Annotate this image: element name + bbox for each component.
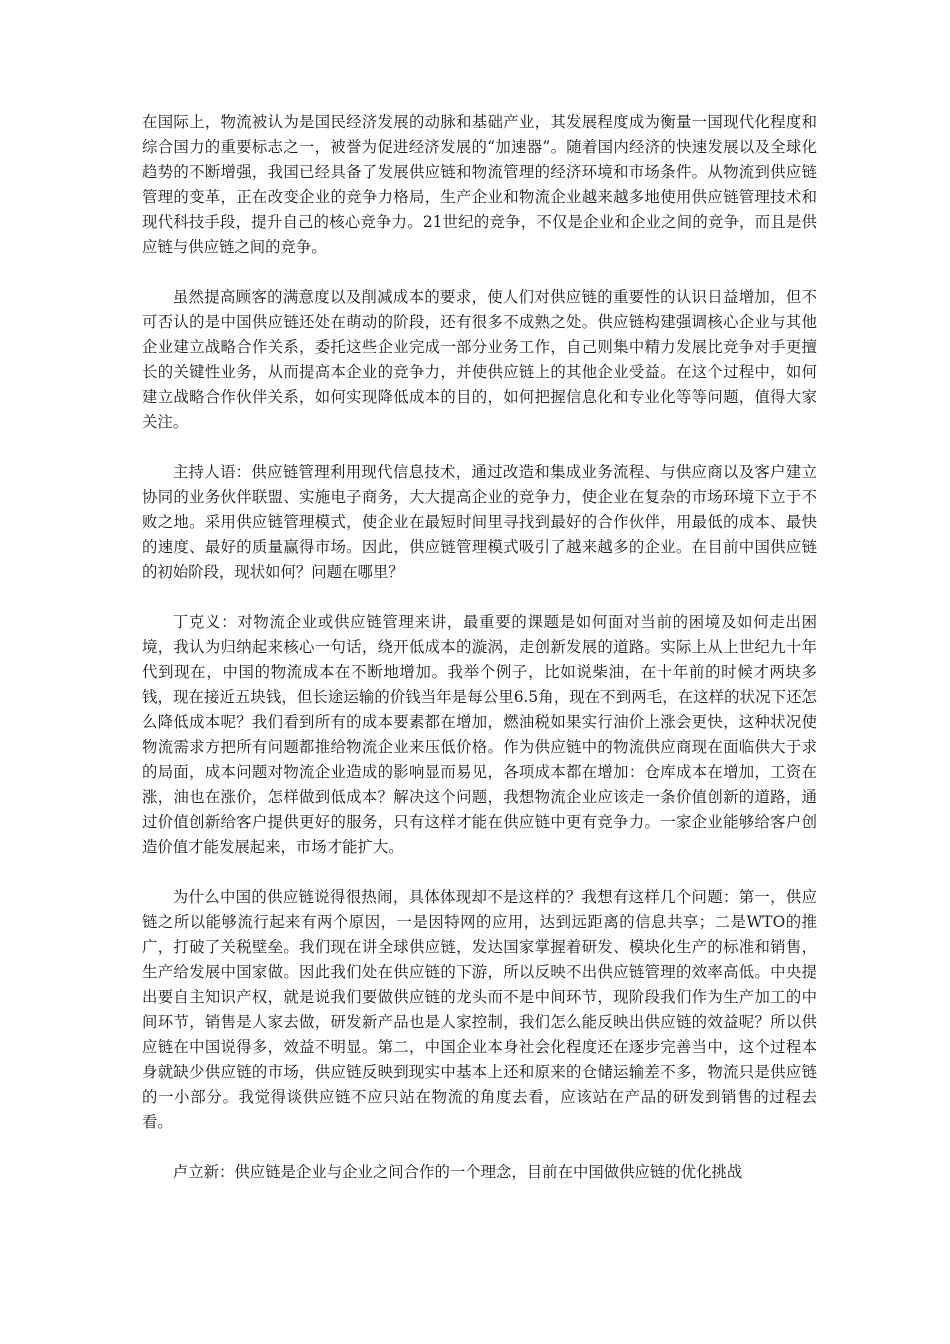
document-body (142, 110, 817, 1185)
paragraph-host-remarks: 主持人语：供应链管理利用现代信息技术，通过改造和集成业务流程、与供应商以及客户建立协同的业务伙伴联盟、实施电子商务，大大提高企业的竞争力，使企业在复杂的市场环境下立于不败之地。采用供应链管理模式，使企业在最短时间里寻找到最好的合作伙伴，用最低的成本、最快的速度、最好的质量赢得市场。因此，供应链管理模式吸引了越来越多的企业。在目前中国供应链的初始阶段，现状如何？问题在哪里？ (142, 463, 817, 581)
paragraph-why-supply-chain: 为什么中国的供应链说得很热闹，具体体现却不是这样的？我想有这样几个问题：第一，供应链之所以能够流行起来有两个原因，一是因特网的应用，达到远距离的信息共享；二是WTO的推广，打破了关税壁垒。我们现在讲全球供应链，发达国家掌握着研发、模块化生产的标准和销售，生产给发展中国家做。因此我们处在供应链的下游，所以反映不出供应链管理的效率高低。中央提出要自主知识产权，就是说我们要做供应链的龙头而不是中间环节，现阶段我们作为生产加工的中间环节，销售是人家去做，研发新产品也是人家控制，我们怎么能反映出供应链的效益呢？所以供应链在中国说得多，效益不明显。第二，中国企业本身社会化程度还在逐步完善当中，这个过程本身就缺少供应链的市场，供应链反映到现实中基本上还和原来的仓储运输差不多，物流只是供应链的一小部分。我觉得谈供应链不应只站在物流的角度去看，应该站在产品的研发到销售的过程去看。 (142, 888, 817, 1131)
paragraph-supply-chain-status: 虽然提高顾客的满意度以及削减成本的要求，使人们对供应链的重要性的认识日益增加，但不可否认的是中国供应链还处在萌动的阶段，还有很多不成熟之处。供应链构建强调核心企业与其他企业建立战略合作关系，委托这些企业完成一部分业务工作，自己则集中精力发展比竞争对手更擅长的关键性业务，从而提高本企业的竞争力，并使供应链上的其他企业受益。在这个过程中，如何建立战略合作伙伴关系，如何实现降低成本的目的，如何把握信息化和专业化等等问题，值得大家关注。 (142, 288, 817, 431)
paragraph-intro: 在国际上，物流被认为是国民经济发展的动脉和基础产业，其发展程度成为衡量一国现代化程度和综合国力的重要标志之一，被誉为促进经济发展的“加速器”。随着国内经济的快速发展以及全球化趋势的不断增强，我国已经具备了发展供应链和物流管理的经济环境和市场条件。从物流到供应链管理的变革，正在改变企业的竞争力格局，生产企业和物流企业越来越多地使用供应链管理技术和现代科技手段，提升自己的核心竞争力。21世纪的竞争，不仅是企业和企业之间的竞争，而且是供应链与供应链之间的竞争。 (142, 113, 817, 256)
paragraph-ding-keyi: 丁克义：对物流企业或供应链管理来讲，最重要的课题是如何面对当前的困境及如何走出困境，我认为归纳起来核心一句话，绕开低成本的漩涡，走创新发展的道路。实际上从上世纪九十年代到现在，中国的物流成本在不断地增加。我举个例子，比如说柴油，在十年前的时候才两块多钱，现在接近五块钱，但长途运输的价钱当年是每公里6.5角，现在不到两毛，在这样的状况下还怎么降低成本呢？我们看到所有的成本要素都在增加，燃油税如果实行油价上涨会更快，这种状况使物流需求方把所有问题都推给物流企业来压低价格。作为供应链中的物流供应商现在面临供大于求的局面，成本问题对物流企业造成的影响显而易见，各项成本都在增加：仓库成本在增加，工资在涨，油也在涨价，怎样做到低成本？解决这个问题，我想物流企业应该走一条价值创新的道路，通过价值创新给客户提供更好的服务，只有这样才能在供应链中更有竞争力。一家企业能够给客户创造价值才能发展起来，市场才能扩大。 (142, 613, 817, 856)
paragraph-lu-lixin: 卢立新：供应链是企业与企业之间合作的一个理念，目前在中国做供应链的优化挑战 (172, 1163, 743, 1181)
